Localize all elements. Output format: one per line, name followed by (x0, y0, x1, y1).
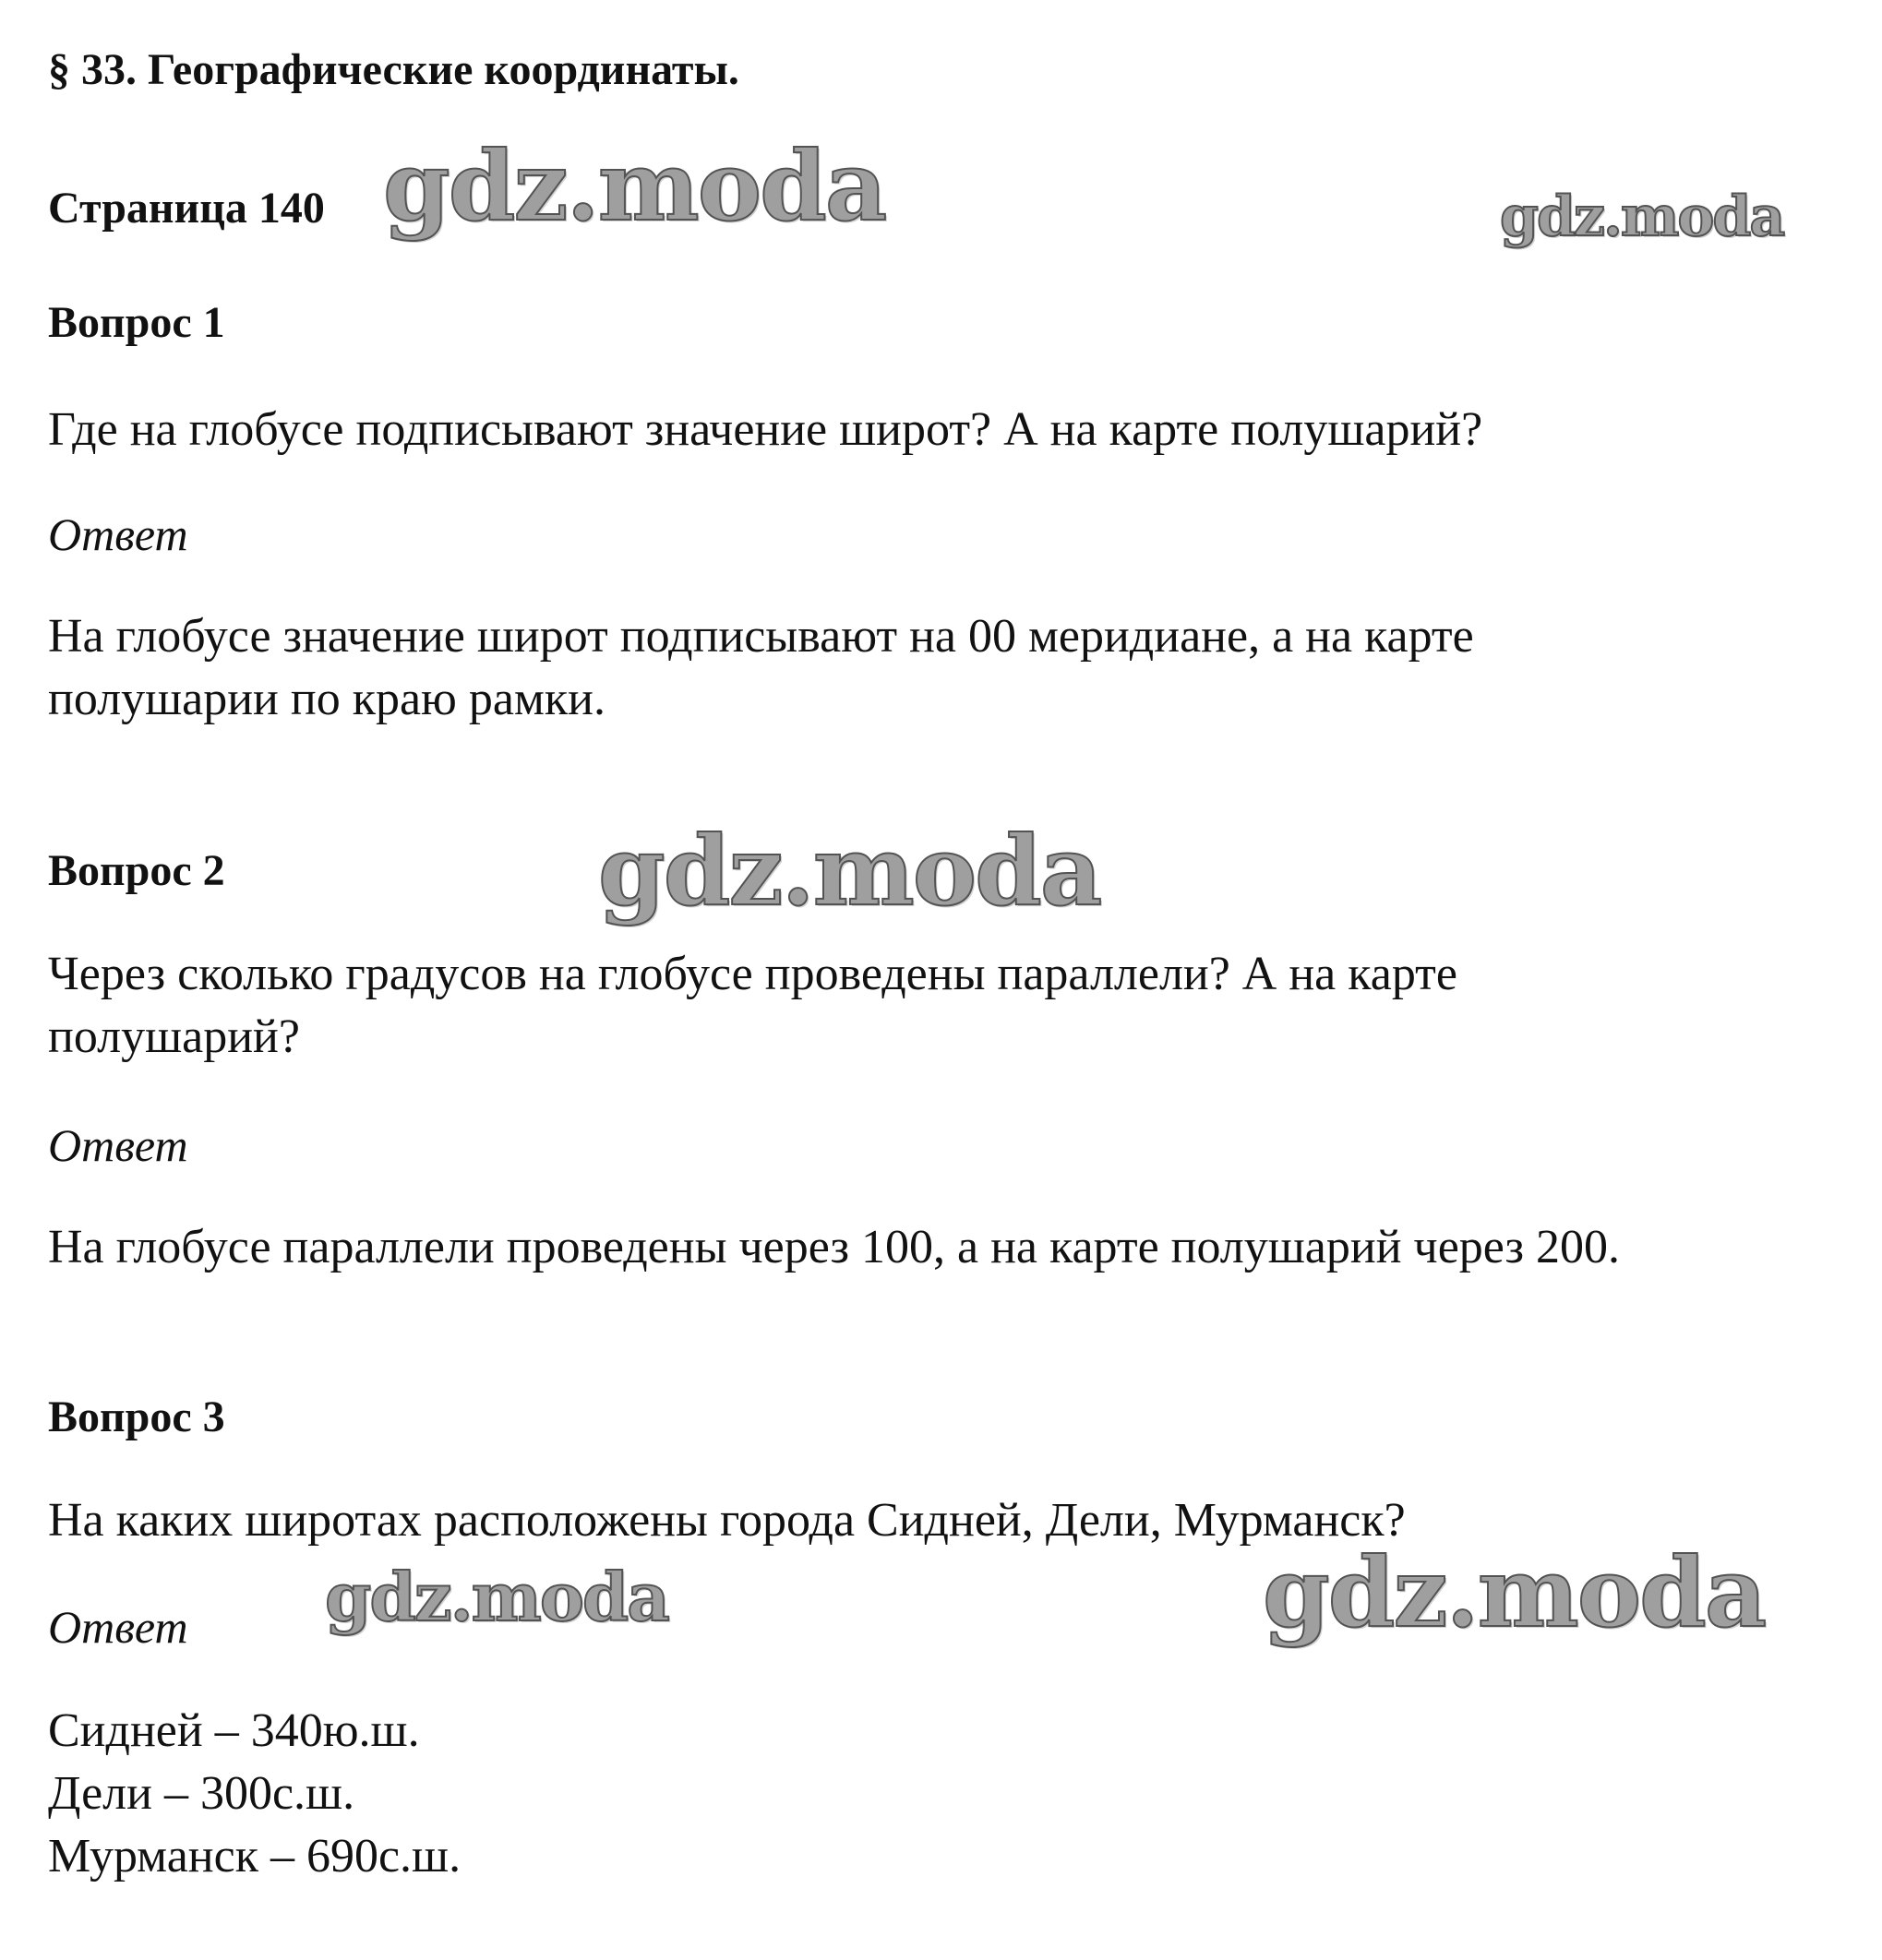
watermark-logo: gdz.moda (1500, 185, 1784, 249)
watermark-logo: gdz.moda (1263, 1536, 1766, 1649)
question-2-label: Вопрос 2 (48, 846, 225, 895)
question-3-text: На каких широтах расположены города Сидней, Дели, Мурманск? (48, 1494, 1406, 1547)
question-3-answer-line-2: Дели – 300с.ш. (48, 1767, 355, 1820)
watermark-logo: gdz.moda (598, 814, 1101, 927)
question-1-label: Вопрос 1 (48, 298, 225, 347)
question-1-answer-line-1: На глобусе значение широт подписывают на 00 меридиане, а на карте (48, 610, 1474, 663)
question-2-answer-line-1: На глобусе параллели проведены через 100, а на карте полушарий через 200. (48, 1221, 1621, 1273)
question-1-text: Где на глобусе подписывают значение широт? А на карте полушарий? (48, 403, 1483, 456)
question-1-answer-line-2: полушарии по краю рамки. (48, 673, 605, 725)
question-2-answer-label: Ответ (48, 1119, 188, 1171)
question-2-text-line-1: Через сколько градусов на глобусе проведены параллели? А на карте (48, 948, 1457, 1000)
page-label: Страница 140 (48, 184, 325, 233)
question-3-answer-label: Ответ (48, 1601, 188, 1653)
question-3-answer-line-1: Сидней – 340ю.ш. (48, 1704, 420, 1757)
question-3-label: Вопрос 3 (48, 1392, 225, 1441)
question-3-answer-line-3: Мурманск – 690с.ш. (48, 1830, 462, 1882)
section-title: § 33. Географические координаты. (48, 45, 739, 94)
watermark-logo: gdz.moda (325, 1558, 668, 1636)
question-1-answer-label: Ответ (48, 508, 188, 560)
watermark-logo: gdz.moda (383, 129, 886, 243)
question-2-text-line-2: полушарий? (48, 1010, 300, 1063)
